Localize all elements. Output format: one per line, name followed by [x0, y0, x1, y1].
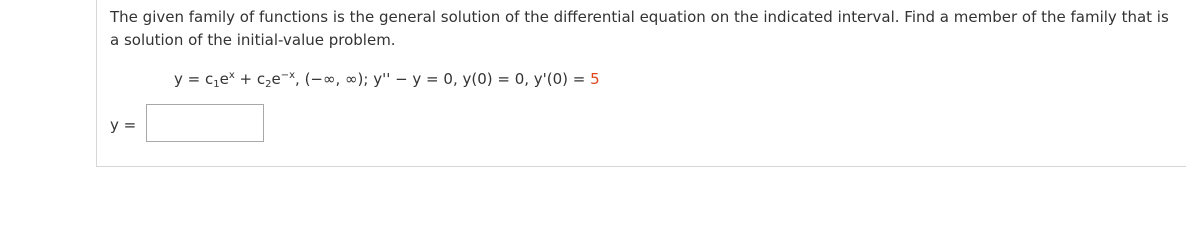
answer-input[interactable]: [146, 104, 264, 142]
formula-c2-subscript: 2: [265, 79, 272, 90]
formula-e2-exponent: −x: [280, 70, 296, 81]
formula-interval-and-conditions: , (−∞, ∞); y'' − y = 0, y(0) = 0, y'(0) =: [295, 70, 591, 88]
answer-label: y =: [110, 116, 137, 134]
formula-y-equals: y = c: [174, 70, 214, 88]
formula-e1: e: [219, 70, 229, 88]
formula-e2: e: [271, 70, 281, 88]
bottom-border-rule: [96, 166, 1186, 167]
formula-plus-c: + c: [234, 70, 266, 88]
left-border-rule: [96, 0, 97, 167]
formula-highlighted-initial-value: 5: [590, 70, 600, 88]
formula-e1-exponent: x: [228, 70, 235, 81]
formula-c1-subscript: 1: [213, 79, 220, 90]
problem-formula: [174, 68, 600, 90]
question-text: The given family of functions is the general solution of the differential equation on the indicated interval. Find a member of the family that is a solution of the initial-value problem.: [110, 8, 1169, 49]
